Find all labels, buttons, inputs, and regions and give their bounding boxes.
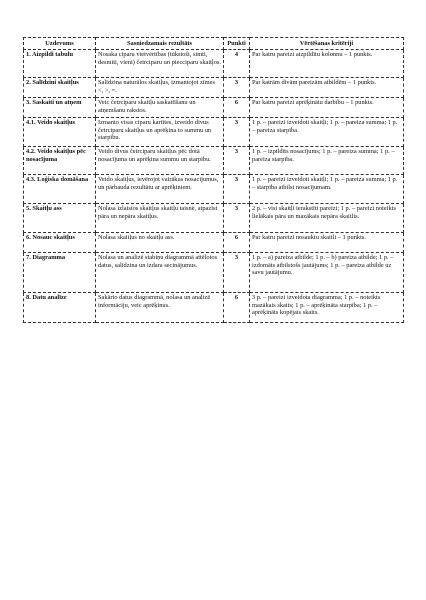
result-cell: Veido divus četrciparu skaitļus pēc dotā nosacījuma un aprēķina summu un starpību.	[96, 147, 224, 175]
task-cell: 2. Salīdzini skaitļus	[24, 78, 96, 98]
points-cell: 3	[224, 175, 250, 204]
criteria-cell: Par katru pareizi aprēķinātu darbību – 1 punkts.	[250, 98, 404, 118]
points-cell: 3	[224, 147, 250, 175]
table-row	[24, 98, 404, 118]
table-row	[24, 147, 404, 175]
result-cell: Nosaka ciparu vietvērtības (tūkstoši, simti, desmiti, vieni) četrciparu un piecciparu skaitļos.	[96, 50, 224, 78]
document-page	[23, 37, 403, 323]
header-points: Punkti	[224, 38, 250, 50]
criteria-cell: 3 p. – pareizi izveidota diagramma; 1 p. – noteikts mazākais skaits; 1 p. – aprēķināta starpība; 1 p. – aprēķināts kopējais skaits.	[250, 293, 404, 323]
table-row	[24, 175, 404, 204]
task-cell: 4.1. Veido skaitļus	[24, 118, 96, 147]
result-cell: Izmanto visas ciparu kartītes, izveido divus četrciparu skaitļus un aprēķina to summu un starpību.	[96, 118, 224, 147]
task-cell: 1. Aizpildi tabulu	[24, 50, 96, 78]
points-cell: 6	[224, 98, 250, 118]
result-cell: Nolasa skaitļus no skaitļu ass.	[96, 233, 224, 253]
header-task: Uzdevums	[24, 38, 96, 50]
result-cell: Nolasa un analizē stabiņu diagrammā attēlotos datus, salīdzina un izdara secinājumus.	[96, 253, 224, 293]
table-row	[24, 118, 404, 147]
points-cell: 3	[224, 204, 250, 233]
task-cell: 3. Saskaiti un atņem	[24, 98, 96, 118]
table-row	[24, 204, 404, 233]
task-cell: 8. Datu analīze	[24, 293, 96, 323]
criteria-cell: Par katrām divām pareizām atbildēm – 1 punkts.	[250, 78, 404, 98]
assessment-criteria-table	[23, 37, 404, 323]
task-cell: 4.3. Loģiska domāšana	[24, 175, 96, 204]
points-cell: 6	[224, 293, 250, 323]
task-cell: 7. Diagramma	[24, 253, 96, 293]
points-cell: 6	[224, 233, 250, 253]
table-row	[24, 293, 404, 323]
table-row	[24, 233, 404, 253]
result-cell: Salīdzina naturālos skaitļus, izmantojot zīmes <, >, =.	[96, 78, 224, 98]
task-cell: 5. Skaitļu ass	[24, 204, 96, 233]
table-row	[24, 78, 404, 98]
task-cell: 4.2. Veido skaitļus pēc nosacījuma	[24, 147, 96, 175]
result-cell: Nolasa izlaistos skaitļus skaitļu taisnē, atpazīst pāra un nepāra skaitļus.	[96, 204, 224, 233]
points-cell: 3	[224, 78, 250, 98]
points-cell: 3	[224, 118, 250, 147]
points-cell: 4	[224, 50, 250, 78]
criteria-cell: 1 p. – pareizi izveidoti skaitļi; 1 p. – pareiza summa; 1 p. – pareiza starpība.	[250, 118, 404, 147]
result-cell: Sakārto datus diagrammā, nolasa un analizē informāciju, veic aprēķinus.	[96, 293, 224, 323]
result-cell: Veic četrciparu skaitļu saskaitīšanu un atņemšanu rakstos.	[96, 98, 224, 118]
result-cell: Veido skaitļus, ievērojot vairākus nosacījumus, un pārbauda rezultātu ar aprēķiniem.	[96, 175, 224, 204]
table-row	[24, 253, 404, 293]
points-cell: 3	[224, 253, 250, 293]
criteria-cell: 1 p. – izpildīts nosacījums; 1 p. – pareiza summa; 1 p. – pareiza starpība.	[250, 147, 404, 175]
header-criteria: Vērtēšanas kritēriji	[250, 38, 404, 50]
criteria-cell: 1 p. – a) pareiza atbilde; 1 p. – b) pareiza atbilde; 1 p. – izdomāts atbilstošs jautājums; 1 p. – pareiza atbilde uz savu jautājumu.	[250, 253, 404, 293]
criteria-cell: 1 p. – pareizi izveidoti skaitļi; 1 p. – pareiza summa; 1 p. – starpība atbilst nosacījumam.	[250, 175, 404, 204]
criteria-cell: Par katru pareizi nosauktu skaitli – 1 punkts.	[250, 233, 404, 253]
criteria-cell: 2 p. – visi skaitļi ierakstīti pareizi; 1 p. – pareizi noteikts lielākais pāra un mazākais nepāra skaitlis.	[250, 204, 404, 233]
header-result: Sasniedzamais rezultāts	[96, 38, 224, 50]
criteria-cell: Par katru pareizi aizpildītu kolonnu – 1 punkts.	[250, 50, 404, 78]
table-header-row	[24, 38, 404, 50]
table-row	[24, 50, 404, 78]
task-cell: 6. Nosauc skaitļus	[24, 233, 96, 253]
